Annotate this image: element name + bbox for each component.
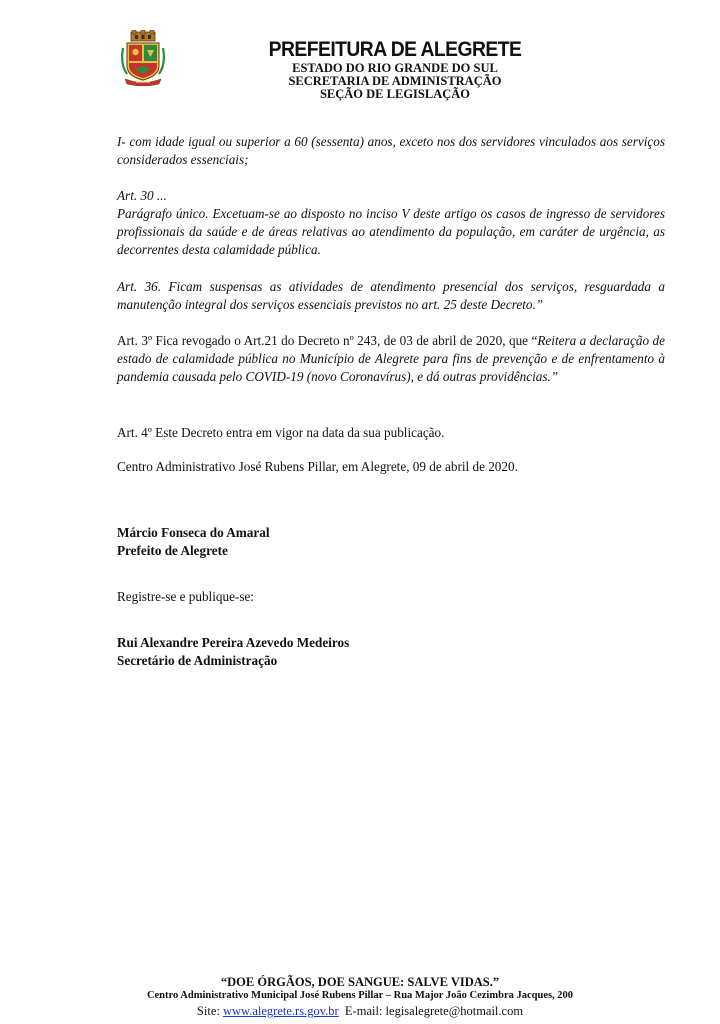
- paragraph-art-36: Art. 36. Ficam suspensas as atividades de atendimento presencial dos serviços, resguardada a manutenção integral dos serviços essenciais previstos no art. 25 deste Decreto.”: [117, 279, 665, 312]
- page-title: PREFEITURA DE ALEGRETE: [268, 38, 522, 61]
- email-label: E-mail:: [344, 1004, 383, 1018]
- paragraph-art-30: [117, 187, 665, 259]
- mayor-title: Prefeito de Alegrete: [117, 543, 228, 558]
- section-name: SEÇÃO DE LEGISLAÇÃO: [319, 87, 471, 101]
- art-3-text: Art. 3º Fica revogado o Art.21 do Decreto nº 243, de 03 de abril de 2020, que “: [117, 333, 538, 348]
- secretary-title: Secretário de Administração: [117, 653, 278, 668]
- mayor-name: Márcio Fonseca do Amaral: [117, 525, 270, 540]
- art-30-paragrafo-unico: Parágrafo único. Excetuam-se ao disposto no inciso V deste artigo os casos de ingresso de servidores profissionais da saúde e de áreas relativas ao atendimento da população, em caráter de urgência, as decorrentes desta calamidade pública.: [117, 206, 665, 257]
- footer-contact: [0, 1003, 720, 1019]
- municipal-coat-of-arms-icon: [121, 30, 165, 86]
- page-footer: [0, 975, 720, 1019]
- register-notice: Registre-se e publique-se:: [117, 589, 254, 604]
- department-name: SECRETARIA DE ADMINISTRAÇÃO: [288, 74, 502, 88]
- site-link[interactable]: www.alegrete.rs.gov.br: [222, 1004, 339, 1018]
- secretary-name: Rui Alexandre Pereira Azevedo Medeiros: [117, 635, 350, 650]
- mayor-signature: [117, 524, 665, 560]
- footer-slogan: “DOE ÓRGÃOS, DOE SANGUE: SALVE VIDAS.”: [220, 975, 500, 989]
- letterhead: [230, 38, 560, 101]
- paragraph-art-3: [117, 332, 665, 386]
- footer-address: Centro Administrativo Municipal José Rubens Pillar – Rua Major João Cezimbra Jacques, 200: [146, 990, 574, 1001]
- state-name: ESTADO DO RIO GRANDE DO SUL: [292, 61, 498, 75]
- paragraph-art-4: Art. 4º Este Decreto entra em vigor na data da sua publicação.: [117, 425, 445, 440]
- secretary-signature: [117, 634, 665, 670]
- art-3-quote: Reitera a declaração de estado de calamidade pública no Município de Alegrete para fins de prevenção e de enfrentamento à pandemia causada pelo COVID-19 (novo Coronavírus), e dá outras providências.”: [117, 333, 665, 384]
- site-label: Site:: [196, 1004, 220, 1018]
- art-30-heading: Art. 30 ...: [117, 188, 167, 203]
- paragraph-place-date: Centro Administrativo José Rubens Pillar, em Alegrete, 09 de abril de 2020.: [117, 459, 518, 474]
- email-address: legisalegrete@hotmail.com: [385, 1004, 524, 1018]
- paragraph-inciso-i: I- com idade igual ou superior a 60 (sessenta) anos, exceto nos dos servidores vinculados aos serviços considerados essenciais;: [117, 134, 665, 167]
